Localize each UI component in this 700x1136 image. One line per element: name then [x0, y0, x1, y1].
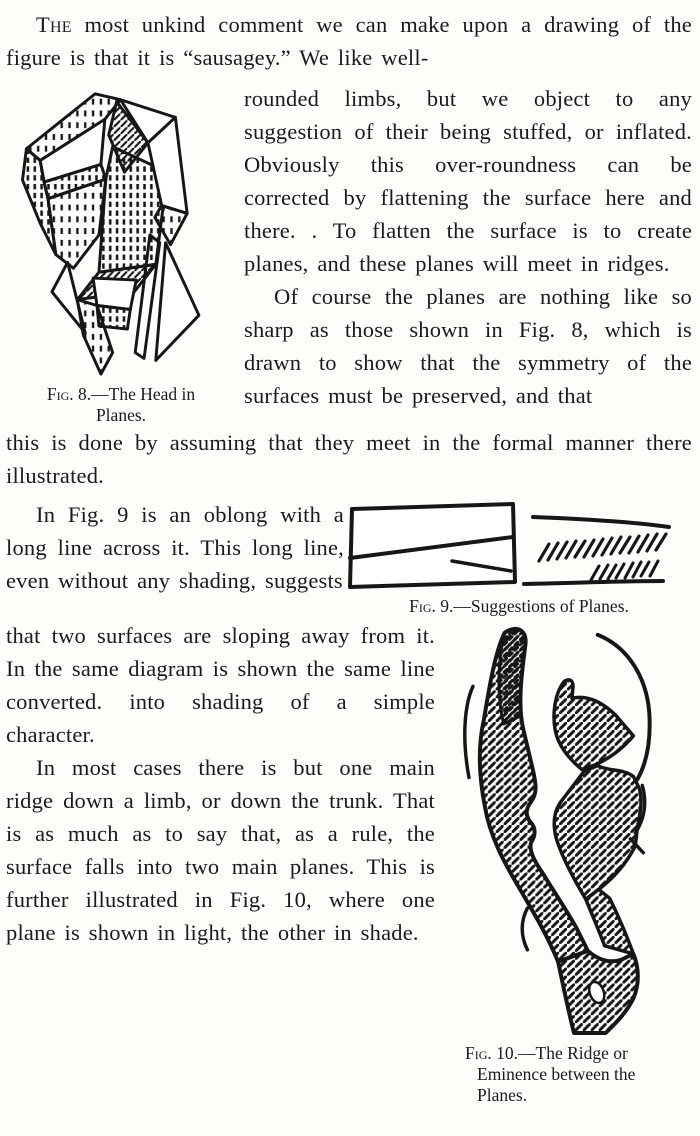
paragraph-opening: [6, 8, 692, 74]
fig8-label: Fig. 8.: [46, 384, 92, 404]
head-in-planes-drawing: [10, 86, 232, 380]
figure-8: [6, 82, 236, 426]
row-fig9-and-text: [6, 498, 692, 617]
figure-9: [344, 498, 694, 617]
fig8-caption-text: —The Head in: [91, 384, 196, 404]
column-left-of-fig9: [6, 498, 344, 617]
row-fig8-and-text: [6, 82, 692, 426]
column-left-of-fig10: [6, 619, 447, 1106]
paragraph-bridge: this is done by assuming that they meet in the formal manner there illustrated.: [6, 430, 692, 488]
fig10-caption: [465, 1043, 692, 1106]
row-fig10-and-text: [6, 619, 692, 1106]
column-right-of-fig8: [236, 82, 692, 426]
fig10-caption-line3: Planes.: [477, 1085, 528, 1105]
fig10-caption-line1: [465, 1043, 692, 1064]
fig8-caption-line2: Planes.: [95, 405, 147, 425]
fig10-label: Fig. 10.: [465, 1043, 519, 1063]
fig9-caption: [344, 596, 694, 617]
fig10-caption-line2: Eminence between the: [477, 1064, 636, 1084]
opening-text: most unkind comment we can make upon a drawing of the figure is that it is “sausagey.” We like well-: [6, 12, 692, 70]
fig10-caption-text: —The Ridge or: [518, 1043, 628, 1063]
fig8-caption: [6, 384, 236, 426]
fig9-caption-text: —Suggestions of Planes.: [453, 596, 629, 616]
paragraph-main-ridge: In most cases there is but one main ridge down a limb, or down the trunk. That is as much as to say that, as a rule, the surface falls into two main planes. This is further illustrated in Fig. 10, where one plane is shown in light, the other in shade.: [6, 755, 435, 945]
fig9-label: Fig. 9.: [409, 596, 454, 616]
paragraph-in-fig9: In Fig. 9 is an oblong with a long line across it. This long line, even without any shading, suggests: [6, 502, 344, 593]
ridge-between-planes-drawing: [448, 619, 691, 1035]
fig8-caption-line1: [6, 384, 236, 405]
opening-lead-smallcaps: The: [36, 12, 72, 37]
figure-10: [447, 619, 692, 1106]
paragraph-of-course: Of course the planes are nothing like so sharp as those shown in Fig. 8, which is drawn to show that the symmetry of the surfaces must be preserved, and that: [244, 284, 692, 408]
suggestions-of-planes-drawing: [344, 500, 694, 592]
paragraph-two-surfaces: that two surfaces are sloping away from it. In the same diagram is shown the same line converted. into shading of a simple character.: [6, 623, 435, 747]
paragraph-rounded-limbs: rounded limbs, but we object to any suggestion of their being stuffed, or inflated. Obviously this over-roundness can be corrected by flattening the surface here and there. . To flatten the surface is to create planes, and these planes will meet in ridges.: [244, 86, 692, 276]
